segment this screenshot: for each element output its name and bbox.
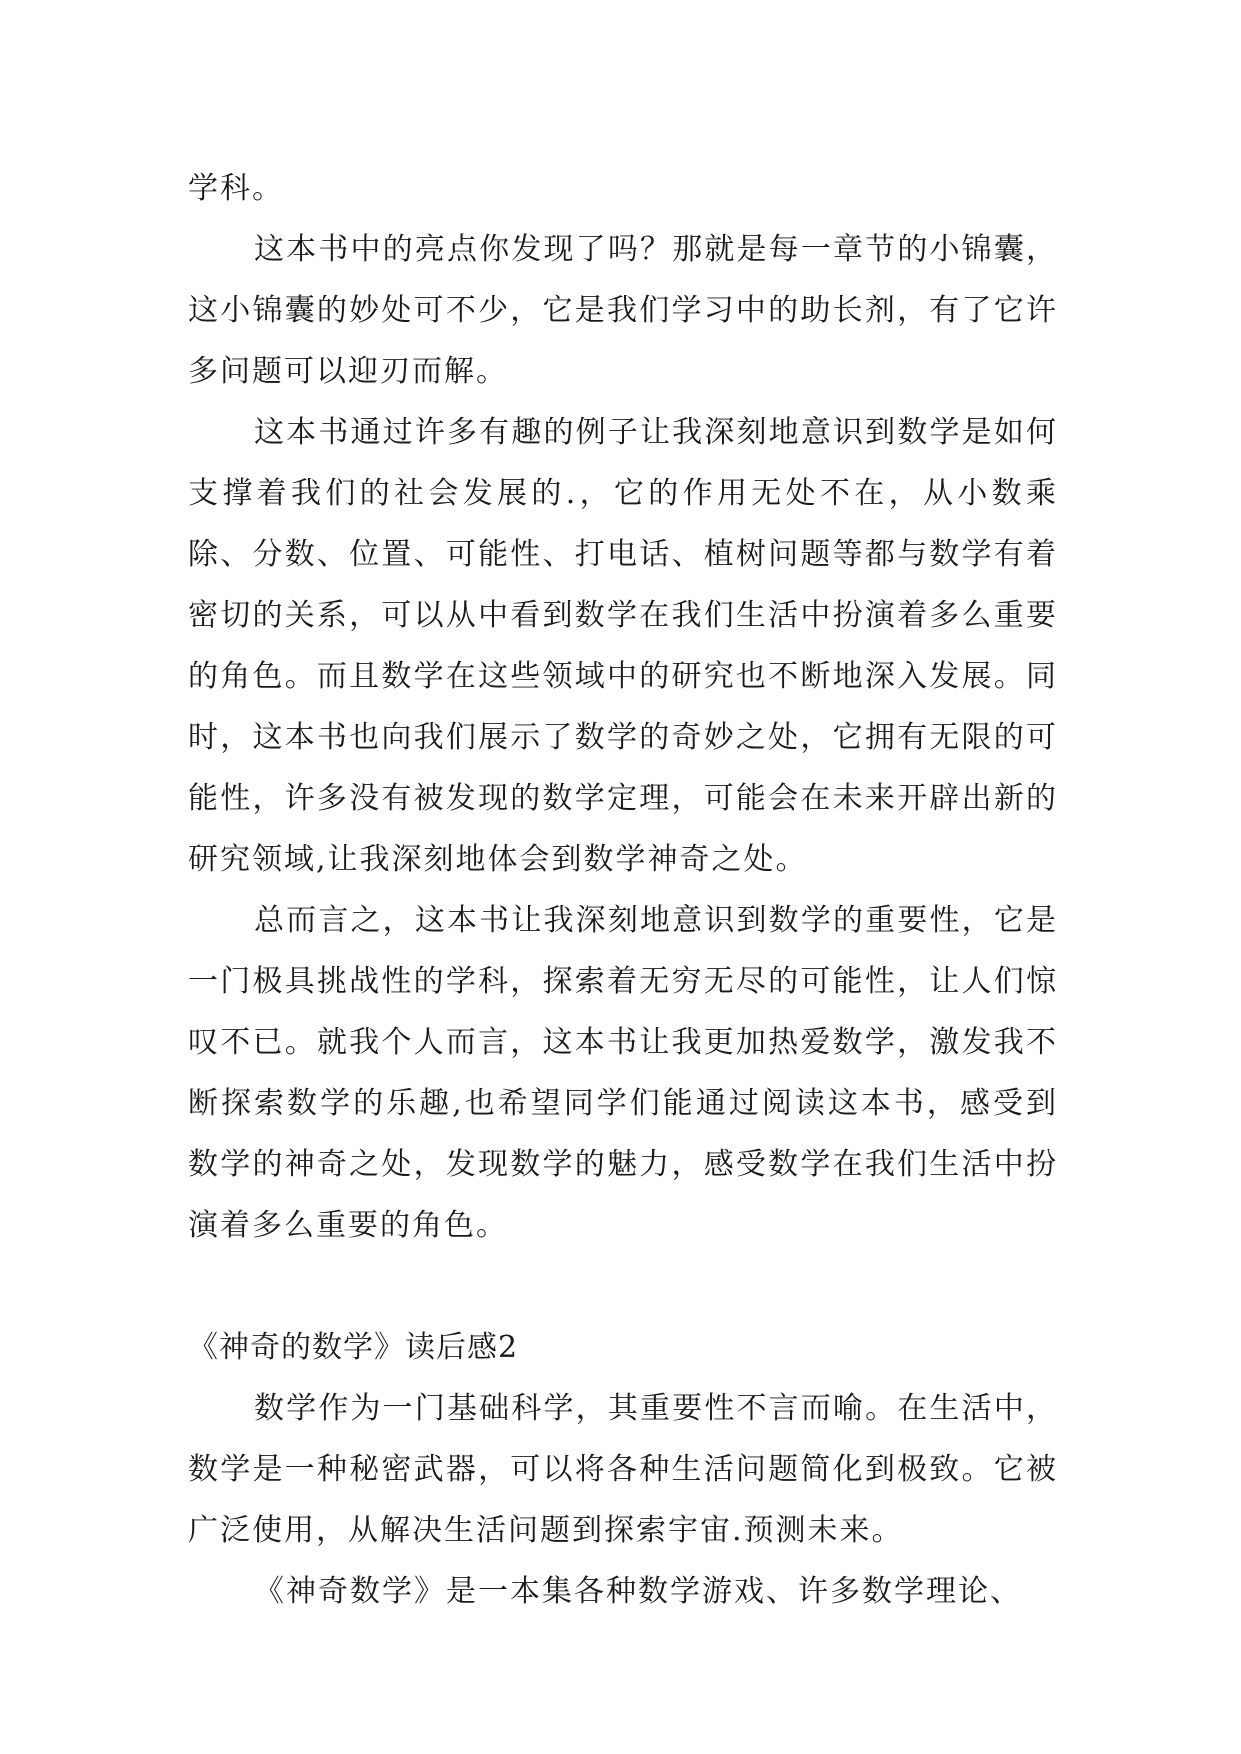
paragraph-examples: 这本书通过许多有趣的例子让我深刻地意识到数学是如何支撑着我们的社会发展的.，它的作用无处不在，从小数乘除、分数、位置、可能性、打电话、植树问题等都与数学有着密切的关系，可以从中看到数学在我们生活中扮演着多么重要的角色。而且数学在这些领域中的研究也不断地深入发展。同时，这本书也向我们展示了数学的奇妙之处，它拥有无限的可能性，许多没有被发现的数学定理，可能会在未来开辟出新的研究领域,让我深刻地体会到数学神奇之处。 bbox=[188, 415, 1058, 877]
paragraph-intro: 数学作为一门基础科学，其重要性不言而喻。在生活中，数学是一种秘密武器，可以将各种生活问题简化到极致。它被广泛使用，从解决生活问题到探索宇宙.预测未来。 bbox=[188, 1391, 1058, 1548]
paragraph-conclusion: 总而言之，这本书让我深刻地意识到数学的重要性，它是一门极具挑战性的学科，探索着无穷无尽的可能性，让人们惊叹不已。就我个人而言，这本书让我更加热爱数学，激发我不断探索数学的乐趣,也希望同学们能通过阅读这本书，感受到数学的神奇之处，发现数学的魅力，感受数学在我们生活中扮演着多么重要的角色。 bbox=[188, 903, 1058, 1243]
document-body bbox=[188, 158, 1058, 1622]
paragraph-book-description: 《神奇数学》是一本集各种数学游戏、许多数学理论、 bbox=[254, 1574, 1022, 1609]
section-title: 《神奇的数学》读后感2 bbox=[188, 1330, 519, 1365]
paragraph-continuation: 学科。 bbox=[188, 171, 284, 206]
paragraph-highlight: 这本书中的亮点你发现了吗？那就是每一章节的小锦囊，这小锦囊的妙处可不少，它是我们学习中的助长剂，有了它许多问题可以迎刃而解。 bbox=[188, 232, 1058, 389]
